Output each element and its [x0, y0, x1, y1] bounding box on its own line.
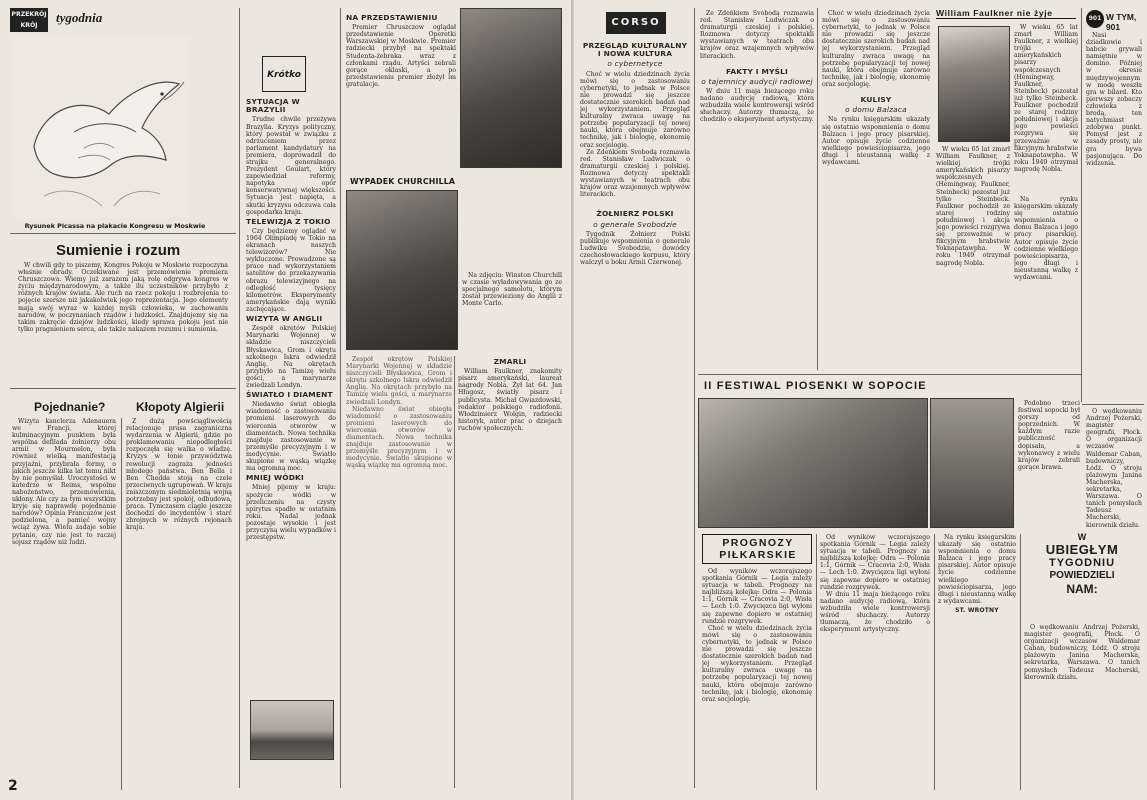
krotko-logo [262, 56, 306, 92]
logo-line-1: PRZEKRÓJ [11, 11, 47, 18]
corso-text-cont: Choć w wielu dziedzinach życia mówi się o zastosowaniu cybernetyki, to jednak w Polsce nie prowadzi się jeszcze dostatecznie szerokich badań nad jej wykorzystaniem. Przegląd kulturalny zwraca uwagę na potrzebę popularyzacji tej nowej nauki, która obejmuje zarówno technikę, jak i biologię, ekonomię oraz socjologię. [822, 10, 930, 88]
pojednanie-text: Wizyta kanclerza Adenauera we Francji, której kulminacyjnym punktem była wspólna defilada żołnierzy obu armii w Mourmelon, była również wielką manifestacją przyjaźni, przybrała formy, o jakich jeszcze kilka lat temu nikt by nie pomyślał. Uroczystości w katedrze w Reims, wspólne nabożeństwo, przemówienia, ukłony. Ale czy za tym wszystkim kryje się naprawdę pojednanie narodów? Opinia Francuzów jest podzielona, a pamięć wojny wciąż żywa. Wielu zadaje sobie pytanie, czy nie jest to raczej sojusz rządów niż ludzi. [12, 418, 116, 546]
pojednanie-body [12, 418, 116, 790]
zmarli-heading: ZMARLI [493, 357, 527, 366]
faulkner-body-a [1014, 24, 1078, 194]
column-rule [121, 418, 122, 790]
pojednanie-title: Pojednanie? [34, 400, 106, 414]
klopoty-title: Kłopoty Algierii [136, 400, 225, 414]
column-rule [1020, 534, 1021, 790]
anglia-text-cont: Zespół okrętów Polskiej Marynarki Wojennej w składzie niszczycieli Błyskawica, Grom i okrętu szkolnego Iskra odwiedził Anglię. Na okrętach przybyło na Tamizę wielu gości, a marynarze zwiedzali Londyn. [346, 356, 452, 406]
w-tym-body [1086, 32, 1142, 402]
faulkner-portrait [938, 26, 1010, 142]
corso-subheading: o cybernetyce [607, 59, 663, 69]
left-page [0, 0, 572, 800]
swiatlo-text-cont: Niedawno świat obiegła wiadomość o zastosowaniu promieni laserowych do wiercenia otworów w diamentach. Nowa technika znajduje zastosowanie w przemyśle precyzyjnym i w medycynie. Światło skupione w wąską wiązkę ma ogromną moc. [346, 405, 452, 470]
faulkner-body-c [1014, 196, 1078, 376]
prognozy-text-cont: Choć w wielu dziedzinach życia mówi się o zastosowaniu cybernetyki, to jednak w Polsce nie prowadzi się jeszcze dostatecznie szerokich badań nad jej wykorzystaniem. Przegląd kulturalny zwraca uwagę na potrzebę popularyzacji tej nowej nauki, która obejmuje zarówno technikę, jak i biologię, ekonomię oraz socjologię. [702, 624, 812, 703]
zmarli-text: William Faulkner, znakomity pisarz amerykański, laureat nagrody Nobla. Żył lat 64. Jan Hługosz, światły pisarz i publicysta. Michał Gwiazdowski, redaktor polskiego radiofonii. Włodzimierz Wolgin, radziecki historyk, autor prac o dziejach ruchów społecznych. [458, 368, 562, 432]
festiwal-caption [1018, 400, 1080, 528]
przedstawienie-text: Premier Chruszczow oglądał przedstawienie Operetki Warszawskiej w Moskwie. Premier radziecki przybył na spektakl Studenta-żebraka wraz z członkami rządu. Artyści zebrali gorące oklaski, a po przedstawieniu premier złożył im gratulacje. [346, 24, 456, 88]
krotko-logo-text: Krótko [267, 70, 301, 80]
prognozy-text-b2: W dniu 11 maja bieżącego roku nadano audycję radiową, która wzbudziła wiele kontrowersji wśród słuchaczy. Autorzy tłumaczą, że chodziło o eksperyment artystyczny. [820, 590, 930, 634]
ubieglym-line-4: POWIEDZIELI [1049, 570, 1115, 581]
corso-logo [606, 12, 666, 34]
lead-article-title: Sumienie i rozum [56, 242, 181, 259]
column-rule [934, 534, 935, 790]
prognozy-headline-box [702, 534, 812, 564]
column-rule [454, 356, 455, 788]
anglia-text: Zespół okrętów Polskiej Marynarki Wojennej w składzie niszczycieli Błyskawica, Grom i okrętu szkolnego Iskra odwiedził Anglię. Na okrętach przybyło na Tamizę wielu gości, a marynarze zwiedzali Londyn. [246, 325, 336, 389]
swiatlo-text: Niedawno świat obiegła wiadomość o zastosowaniu promieni laserowych do wiercenia otworów w diamentach. Nowa technika znajduje zastosowanie w przemyśle precyzyjnym i w medycynie. Światło skupione w wąską wiązkę ma ogromną moc. [246, 401, 336, 473]
fakty-heading: FAKTY I MYŚLI [725, 66, 789, 76]
kulisy-heading: KULISY [860, 95, 892, 105]
ubieglym-line-2: UBIEGŁYM [1045, 542, 1119, 557]
badge-901 [1086, 10, 1104, 28]
ubieglym-box [1024, 532, 1140, 620]
telewizja-heading: TELEWIZJA Z TOKIO [246, 216, 331, 226]
festiwal-caption-text: Podobno trzeci festiwal sopocki był gorszy od poprzednich. W każdym razie publiczność dopisała, a wykonawcy z wielu krajów zebrali gorące brawa. [1018, 400, 1080, 471]
ubieglym-line-1: W [1077, 532, 1087, 542]
swiatlo-heading: ŚWIATŁO I DIAMENT [246, 390, 333, 400]
lead-article-body [18, 262, 228, 382]
prognozy-body-a [702, 568, 812, 790]
corso-more-text: Ze Zdeńkiem Svobodą rozmawia red. Stanisław Ludwiczak o dramaturgii czeskiej i polskiej. Rozmowa dotyczy spektakli wystawianych w teatrach obu krajów oraz wzajemnych wpływów literackich. [580, 148, 690, 199]
wrotny-signature: ST. WROTNY [955, 606, 999, 614]
prognozy-text-b: Od wyników wczorajszego spotkania Górnik — Legia zależy sytuacja w tabeli. Prognozy na najbliższą kolejkę: Odra — Polonia 1:1, Górnik — Cracovia 2:0, Wisła — Lech 1:0. Zwycięzca ligi wyłoni się zapewne dopiero w ostatniej rundzie rozgrywek. [820, 534, 930, 591]
churchill-text: Na zdjęciu: Winston Churchill w czasie wyładowywania go ze specjalnego samolotu, którym został przewieziony do Anglii z Monte Carlo. [462, 272, 562, 308]
ubieglym-line-3: TYGODNIU [1048, 557, 1116, 569]
divider [1082, 404, 1144, 405]
anglia-heading: WIZYTA W ANGLII [246, 314, 323, 324]
filler-column [346, 356, 452, 788]
telewizja-text: Czy będziemy oglądać w 1964 Olimpiadę w Tokio na ekranach naszych telewizorów? Nie wykluczone. Prowadzone są prace nad wykorzystaniem satelitów do przekazywania obrazu telewizyjnego na odległość tysięcy kilometrów. Eksperymenty amerykańskie dają wyniki zachęcające. [246, 227, 336, 313]
kulisy-text: Na rynku księgarskim ukazały się ostatnio wspomnienia o domu Balzaca i jego pracy pisarskiej. Autor opisuje życie codzienne wielkiego powieściopisarza, jego długi i nieustanną walkę z wydawcami. [822, 116, 930, 166]
corso-heading: PRZEGLĄD KULTURALNY I NOWA KULTURA [582, 41, 688, 59]
ships-photo [250, 700, 334, 760]
faulkner-body-b [936, 146, 1010, 376]
przedstawienie-heading: NA PRZEDSTAWIENIU [346, 13, 438, 22]
prognozy-body-c [938, 534, 1016, 784]
column-rule [1081, 8, 1082, 402]
badge-901-text: 901 [1088, 15, 1102, 22]
wedkowanie-column [1086, 408, 1142, 528]
churchill-photo [346, 190, 458, 350]
corso-logo-text: CORSO [611, 17, 661, 28]
chruszczow-photo [460, 8, 562, 168]
column-rule [817, 8, 818, 370]
festiwal-title: II FESTIWAL PIOSENKI W SOPOCIE [704, 380, 927, 392]
fakty-text: W dniu 11 maja bieżącego roku nadano audycję radiową, która wzbudziła wiele kontrowersji wśród słuchaczy. Autorzy tłumaczą, że chodziło o eksperyment artystyczny. [700, 88, 814, 124]
column-rule [239, 8, 240, 788]
section-title-tygodnia: tygodnia [56, 10, 103, 25]
kulisy-right-column [822, 10, 930, 370]
prognozy-title: PROGNOZY PIŁKARSKIE [719, 537, 797, 561]
zolnierz-heading: ŻOŁNIERZ POLSKI [596, 209, 674, 219]
column-rule [694, 8, 695, 788]
column-rule [816, 534, 817, 790]
page-number: 2 [8, 778, 18, 794]
zolnierz-subheading: o generale Svobodzie [593, 219, 677, 229]
divider [10, 388, 236, 389]
churchill-heading: WYPADEK CHURCHILLA [350, 177, 456, 186]
ubieglym-line-5: NAM: [1066, 582, 1098, 596]
zmarli-column [458, 356, 562, 788]
kulisy-column [700, 10, 814, 370]
corso-text: Choć w wielu dziedzinach życia mówi się o zastosowaniu cybernetyki, to jednak w Polsce nie prowadzi się jeszcze dostatecznie szerokich badań nad jej wykorzystaniem. Przegląd kulturalny zwraca uwagę na potrzebę popularyzacji tej nowej nauki, która obejmuje zarówno technikę, jak i biologię, ekonomię oraz socjologię. [580, 70, 690, 149]
ubieglym-body [1024, 624, 1140, 790]
faulkner-title: William Faulkner nie żyje [936, 8, 1076, 19]
corso-more-text-cont: Ze Zdeńkiem Svobodą rozmawia red. Stanisław Ludwiczak o dramaturgii czeskiej i polskiej. Rozmowa dotyczy spektakli wystawianych w teatrach obu krajów oraz wzajemnych wpływów literackich. [700, 10, 814, 60]
prognozy-text: Od wyników wczorajszego spotkania Górnik — Legia zależy sytuacja w tabeli. Prognozy na najbliższą kolejkę: Odra — Polonia 1:1, Górnik — Cracovia 2:0, Wisła — Lech 1:0. Zwycięzca ligi wyłoni się zapewne dopiero w ostatniej rundzie rozgrywek. [702, 568, 812, 625]
festiwal-photo-crowd [930, 398, 1014, 528]
picasso-caption: Rysunek Picassa na plakacie Kongresu w Moskwie [24, 222, 206, 230]
w-tym-title: W TYM, 901 [1106, 12, 1137, 32]
festiwal-photo-main [698, 398, 928, 528]
divider [10, 233, 236, 234]
faulkner-text: W wieku 65 lat zmarł William Faulkner, z wielkiej trójki amerykańskich pisarzy współczesnych (Hemingway, Faulkner, Steinbeck) pozostał już tylko Steinbeck. Faulkner pochodził ze starej rodziny południowej i akcja jego powieści rozgrywa się przeważnie w fikcyjnym hrabstwie Yoknapatawpha. W roku 1949 otrzymał nagrodę Nobla. [1014, 24, 1078, 173]
lead-article-text: W chwili gdy to piszemy, Kongres Pokoju w Moskwie rozpoczyna właśnie obrady. Oczekiwane jest przemówienie premiera Chruszczowa. Wiemy już zarazem jaką rolę odgrywa kongres w życiu międzynarodowym, a także ilu uczestników przybyło z różnych krajów świata. Ale ruch na rzecz pokoju i rozbrojenia to pojęcie szersze niż jakakolwiek jego reprezentacja. Jego elementy mają swój wyraz w każdej myśli człowieka, w zachowaniu narodów, w poczynaniach rządów i ludzkości. Znajdujemy się na takim zakręcie dziejów ludzkości, kiedy sprawa pokoju jest nie tylko pragnieniem serca, ale także nakazem rozumu i sumienia. [18, 262, 228, 333]
picasso-dove-drawing [14, 36, 190, 218]
wodki-heading: MNIEJ WÓDKI [246, 473, 304, 483]
faulkner-text-end: Na rynku księgarskim ukazały się ostatnio wspomnienia o domu Balzaca i jego pracy pisarskiej. Autor opisuje życie codzienne wielkiego powieściopisarza, jego długi i nieustanną walkę z wydawcami. [1014, 196, 1078, 282]
prognozy-text-c: Na rynku księgarskim ukazały się ostatnio wspomnienia o domu Balzaca i jego pracy pisarskiej. Autor opisuje życie codzienne wielkiego powieściopisarza, jego długi i nieustanną walkę z wydawcami. [938, 534, 1016, 605]
przekroj-logo [10, 8, 48, 32]
fakty-subheading: o tajemnicy audycji radiowej [701, 76, 813, 86]
churchill-caption [462, 272, 562, 352]
krotko-column [246, 96, 336, 786]
right-page [574, 0, 1147, 800]
logo-line-2: KRÓJ [20, 22, 38, 29]
corso-column [580, 40, 690, 790]
klopoty-text: Z dużą powściągliwością relacjonuje prasa zagraniczna wydarzenia w Algierii, gdzie po proklamowaniu niepodległości rozpoczęła się walka o władzę. Kryzys w łonie przywództwa rewolucji zagraża jedności młodego państwa. Ben Bella i Ben Chedda stoją na czele przeciwnych ugrupowań. W kraju zniszczonym siedmioletnią wojną potrzebny jest spokój, odbudowa, praca. Tymczasem ciągle jeszcze dochodzi do incydentów i starć zbrojnych w różnych rejonach kraju. [126, 418, 232, 532]
faulkner-text-cont: W wieku 65 lat zmarł William Faulkner, z wielkiej trójki amerykańskich pisarzy współczesnych (Hemingway, Faulkner, Steinbeck) pozostał już tylko Steinbeck. Faulkner pochodził ze starej rodziny południowej i akcja jego powieści rozgrywa się przeważnie w fikcyjnym hrabstwie Yoknapatawpha. W roku 1949 otrzymał nagrodę Nobla. [936, 146, 1010, 267]
brazylia-text: Trudne chwile przeżywa Brazylia. Kryzys polityczny, który powstał w związku z odrzuceniem przez parlament kandydatury na premiera, doprowadził do strajku generalnego. Prezydent Goulart, który zapowiedział reformy, napotyka opór konserwatywnej większości. Sytuacja jest napięta, a skutki kryzysu odczuwa cała gospodarka kraju. [246, 116, 336, 216]
column-rule [340, 8, 341, 788]
ubieglym-text: O wędkowaniu Andrzej Pożerski, magister geografii, Płock. O organizacji wczasów Waldemar Caban, budowniczy, Łódź. O stroju plażowym Janina Macherska, sekretarka, Warszawa. O tanich pomysłach Tadeusz Macherski, kierownik działu. [1024, 624, 1140, 681]
wodki-text: Mniej pijemy w kraju: spożycie wódki w przeliczeniu na czysty spirytus spadło w ostatnim roku. Nadal jednak pozostaje wysokie i jest przyczyną wielu wypadków i przestępstw. [246, 484, 336, 542]
w-tym-text: Nasi dziadkowie i babcie grywali namiętnie w domino. Później w okresie międzywojennym w modę weszła gra w bilard. Kto pierwszy zobaczy człowieka z brodą, ten natychmiast zdobywa punkt. Pomysł jest z zasady prosty, ale gra bywa pasjonująca. Do widzenia. [1086, 32, 1142, 167]
chruszczow-column [346, 12, 456, 162]
ubieglym-text-top: O wędkowaniu Andrzej Pożerski, magister geografii, Płock. O organizacji wczasów Waldemar Caban, budowniczy, Łódź. O stroju plażowym Janina Macherska, sekretarka, Warszawa. O tanich pomysłach Tadeusz Macherski, kierownik działu. [1086, 408, 1142, 528]
kulisy-subheading: o domu Balzaca [845, 105, 907, 115]
klopoty-body [126, 418, 232, 790]
divider [698, 374, 1082, 375]
zolnierz-text: Tygodnik Żołnierz Polski publikuje wspomnienia o generale Ludwiku Svobodzie, dowódcy czechosłowackiego korpusu, który walczył u boku Armii Czerwonej. [580, 230, 690, 267]
brazylia-heading: SYTUACJA W BRAZYLII [246, 97, 300, 115]
dove-eye [160, 92, 163, 95]
prognozy-body-b [820, 534, 930, 790]
